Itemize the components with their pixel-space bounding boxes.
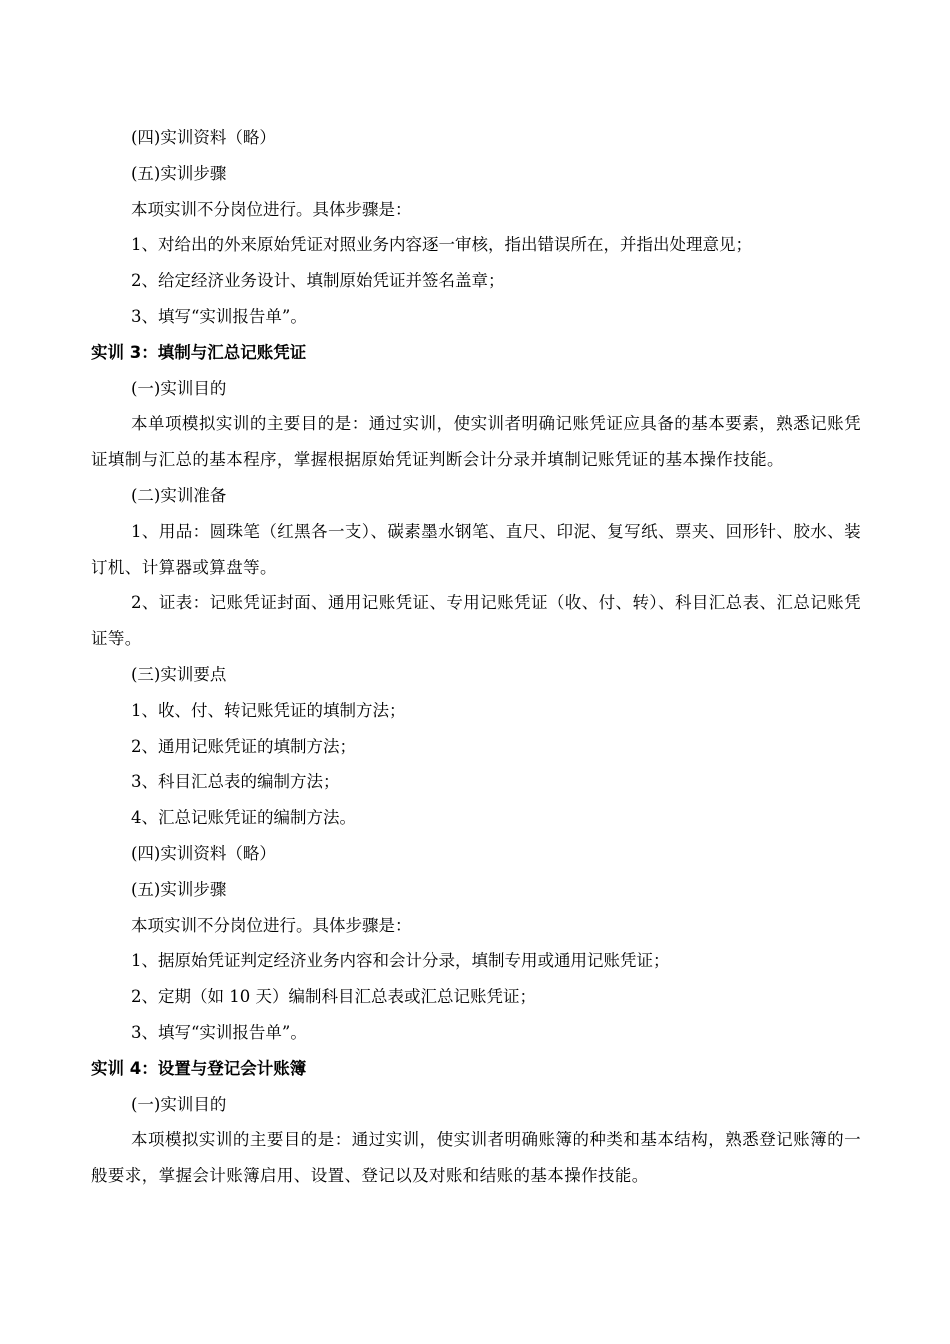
training4-heading: 实训 4：设置与登记会计账簿	[91, 1058, 307, 1078]
training3-materials-title: (四)实训资料（略）	[131, 843, 276, 863]
prev-step-item: 3、填写“实训报告单”。	[131, 306, 307, 326]
training3-point-item: 1、收、付、转记账凭证的填制方法；	[131, 700, 406, 720]
training4-purpose-text: 本项模拟实训的主要目的是：通过实训，使实训者明确账簿的种类和基本结构，熟悉登记账簿的一般要求，掌握会计账簿启用、设置、登记以及对账和结账的基本操作技能。	[91, 1130, 861, 1186]
training3-prep-item: 2、证表：记账凭证封面、通用记账凭证、专用记账凭证（收、付、转）、科目汇总表、汇总记账凭证等。	[91, 593, 861, 649]
training3-point-item: 3、科目汇总表的编制方法；	[131, 772, 340, 792]
training3-heading: 实训 3：填制与汇总记账凭证	[91, 342, 307, 362]
training4-purpose-title: (一)实训目的	[131, 1094, 227, 1114]
prev-step-item: 2、给定经济业务设计、填制原始凭证并签名盖章；	[131, 271, 505, 291]
training3-purpose-text: 本单项模拟实训的主要目的是：通过实训，使实训者明确记账凭证应具备的基本要素，熟悉记账凭证填制与汇总的基本程序，掌握根据原始凭证判断会计分录并填制记账凭证的基本操作技能。	[91, 414, 861, 470]
training3-point-item: 4、汇总记账凭证的编制方法。	[131, 808, 356, 828]
training3-point-item: 2、通用记账凭证的填制方法；	[131, 736, 356, 756]
prev-materials-title: (四)实训资料（略）	[131, 128, 276, 147]
training3-step-item: 3、填写“实训报告单”。	[131, 1022, 307, 1042]
document-page	[91, 120, 861, 1194]
training3-prep-title: (二)实训准备	[131, 485, 227, 505]
training3-points-title: (三)实训要点	[131, 664, 227, 684]
prev-steps-title: (五)实训步骤	[131, 163, 227, 183]
prev-steps-intro: 本项实训不分岗位进行。具体步骤是：	[131, 199, 412, 219]
training3-prep-item: 1、用品：圆珠笔（红黑各一支）、碳素墨水钢笔、直尺、印泥、复写纸、票夹、回形针、胶水、装订机、计算器或算盘等。	[91, 521, 861, 577]
prev-step-item: 1、对给出的外来原始凭证对照业务内容逐一审核，指出错误所在，并指出处理意见；	[131, 235, 752, 255]
training3-step-item: 1、据原始凭证判定经济业务内容和会计分录，填制专用或通用记账凭证；	[131, 951, 670, 971]
training3-purpose-title: (一)实训目的	[131, 378, 227, 398]
training3-steps-intro: 本项实训不分岗位进行。具体步骤是：	[131, 915, 412, 935]
training3-step-item: 2、定期（如 10 天）编制科目汇总表或汇总记账凭证；	[131, 987, 536, 1007]
training3-steps-title: (五)实训步骤	[131, 879, 227, 899]
